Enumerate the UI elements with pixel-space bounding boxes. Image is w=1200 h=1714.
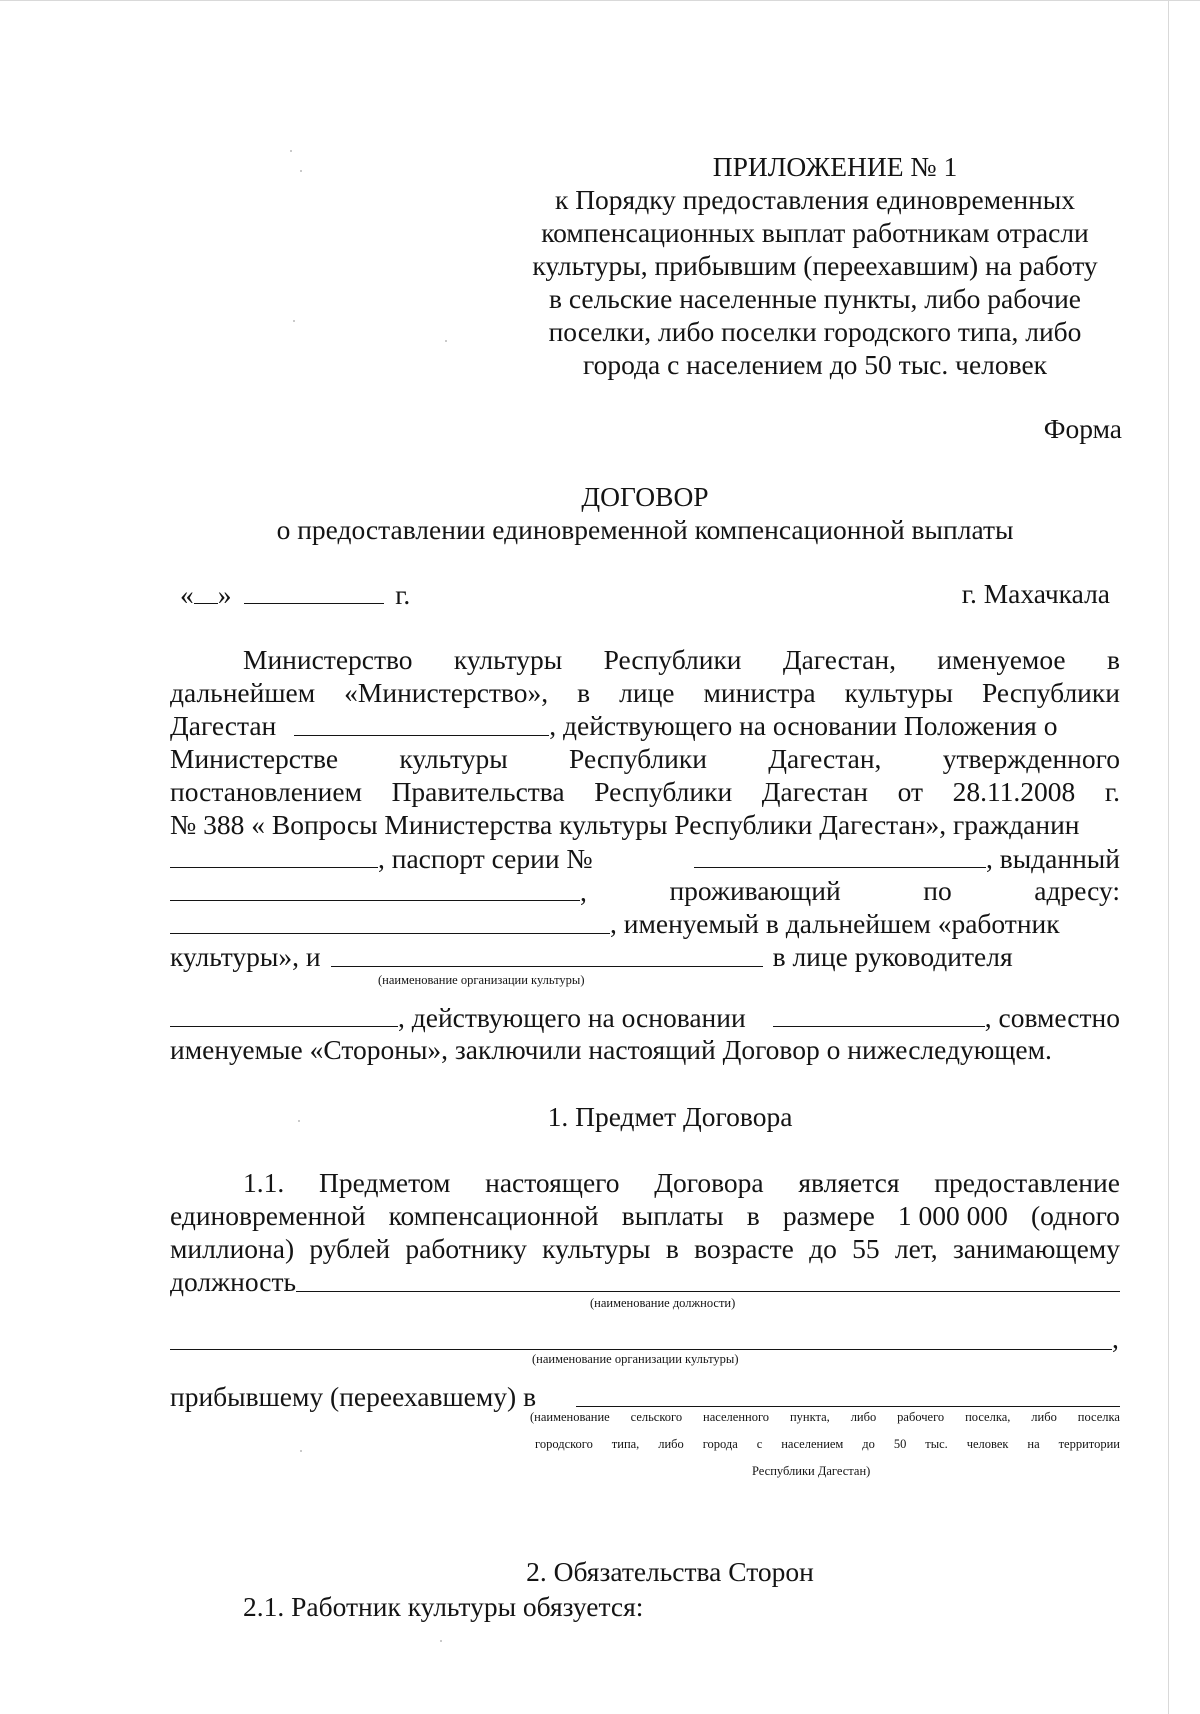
appendix-line: компенсационных выплат работникам отрасли [541, 217, 1089, 248]
appendix-line: поселки, либо поселки городского типа, либо [548, 316, 1082, 347]
preamble-line-4: Министерстве культуры Республики Дагестан, утвержденного [170, 743, 1120, 774]
appendix-title: ПРИЛОЖЕНИЕ № 1 [712, 151, 958, 182]
appendix-block [520, 150, 1110, 381]
passport-block: , выданный [694, 841, 1120, 875]
day-blank [194, 577, 218, 604]
preamble-line-1: Министерство культуры Республики Дагестан, именуемое в [243, 644, 1120, 675]
minister-name-blank [294, 709, 549, 736]
address-blank [170, 907, 610, 934]
city-name: г. Махачкала [961, 578, 1110, 609]
scan-edge-top [0, 0, 1200, 1]
contract-title: ДОГОВОР [581, 481, 709, 512]
date-field: « » г. [180, 579, 411, 610]
preamble-line-2: дальнейшем «Министерство», в лице министра культуры Республики [170, 677, 1120, 708]
preamble-line-8: , проживающий по адресу: [170, 874, 1120, 908]
organization-line-caption: (наименование организации культуры) [532, 1352, 739, 1366]
contract-subtitle: о предоставлении единовременной компенсационной выплаты [276, 514, 1014, 545]
preamble-line-9: , именуемый в дальнейшем «работник [170, 907, 1120, 940]
scan-edge-right [1168, 0, 1169, 1714]
scan-speck [300, 1450, 302, 1452]
clause-1-1-line-4: должность [170, 1265, 1120, 1298]
citizen-name-blank [170, 841, 378, 868]
organization-line-comma: , [1112, 1323, 1119, 1354]
citizen-block: , паспорт серии № [170, 841, 593, 875]
scan-speck [293, 320, 295, 322]
preamble-line-5: постановлением Правительства Республики Дагестан от 28.11.2008 г. [170, 776, 1120, 807]
appendix-line: в сельские населенные пункты, либо рабочие [548, 283, 1082, 314]
settlement-line [576, 1406, 1120, 1407]
section-2-heading: 2. Обязательства Сторон [526, 1556, 814, 1587]
appendix-line: к Порядку предоставления единовременных [554, 184, 1076, 215]
scan-speck [440, 1640, 442, 1642]
settlement-caption-line-1: (наименование сельского населенного пункта, либо рабочего поселка, либо поселка [530, 1410, 1120, 1424]
clause-1-1-line-3: миллиона) рублей работнику культуры в возрасте до 55 лет, занимающему [170, 1233, 1120, 1264]
basis-block: , совместно [773, 1000, 1120, 1034]
scan-speck [445, 340, 447, 342]
organization-line [170, 1349, 1112, 1350]
preamble-line-3: Дагестан , действующего на основании Положения о [170, 710, 1058, 741]
passport-number-blank [694, 841, 986, 868]
scan-speck [290, 150, 292, 152]
settlement-caption-line-2: городского типа, либо города с населением до 50 тыс. человек на территории [535, 1437, 1120, 1451]
settlement-caption-line-3: Республики Дагестан) [752, 1464, 871, 1478]
head-name-blank [170, 1000, 398, 1027]
preamble-line-10: культуры», и в лице руководителя [170, 941, 1013, 972]
issued-by-block: , [170, 874, 587, 908]
date-city-line [170, 577, 1120, 611]
scan-speck [298, 1120, 300, 1122]
head-block: , действующего на основании [170, 1000, 746, 1034]
position-blank [296, 1265, 1120, 1292]
basis-blank [773, 1000, 985, 1027]
appendix-line: города с населением до 50 тыс. человек [582, 349, 1048, 380]
organization-caption: (наименование организации культуры) [378, 973, 585, 987]
scan-speck [300, 170, 302, 172]
preamble-line-6: № 388 « Вопросы Министерства культуры Республики Дагестан», гражданин [170, 809, 1080, 840]
section-1-heading: 1. Предмет Договора [547, 1101, 793, 1132]
organization-blank [331, 940, 763, 967]
preamble-line-7 [170, 841, 1120, 875]
clause-1-1-line-2: единовременной компенсационной выплаты в размере 1 000 000 (одного [170, 1200, 1120, 1231]
position-caption: (наименование должности) [590, 1296, 736, 1310]
issued-by-blank [170, 874, 580, 901]
clause-1-1-line-1: 1.1. Предметом настоящего Договора является предоставление [243, 1167, 1120, 1198]
arrived-label: прибывшему (переехавшему) в [170, 1381, 537, 1412]
month-blank [244, 577, 384, 604]
preamble-line-11 [170, 1000, 1120, 1034]
form-label: Форма [1043, 413, 1122, 444]
clause-2-1: 2.1. Работник культуры обязуется: [243, 1591, 644, 1622]
appendix-line: культуры, прибывшим (переехавшим) на работу [532, 250, 1098, 281]
preamble-line-12: именуемые «Стороны», заключили настоящий Договор о нижеследующем. [170, 1034, 1052, 1065]
